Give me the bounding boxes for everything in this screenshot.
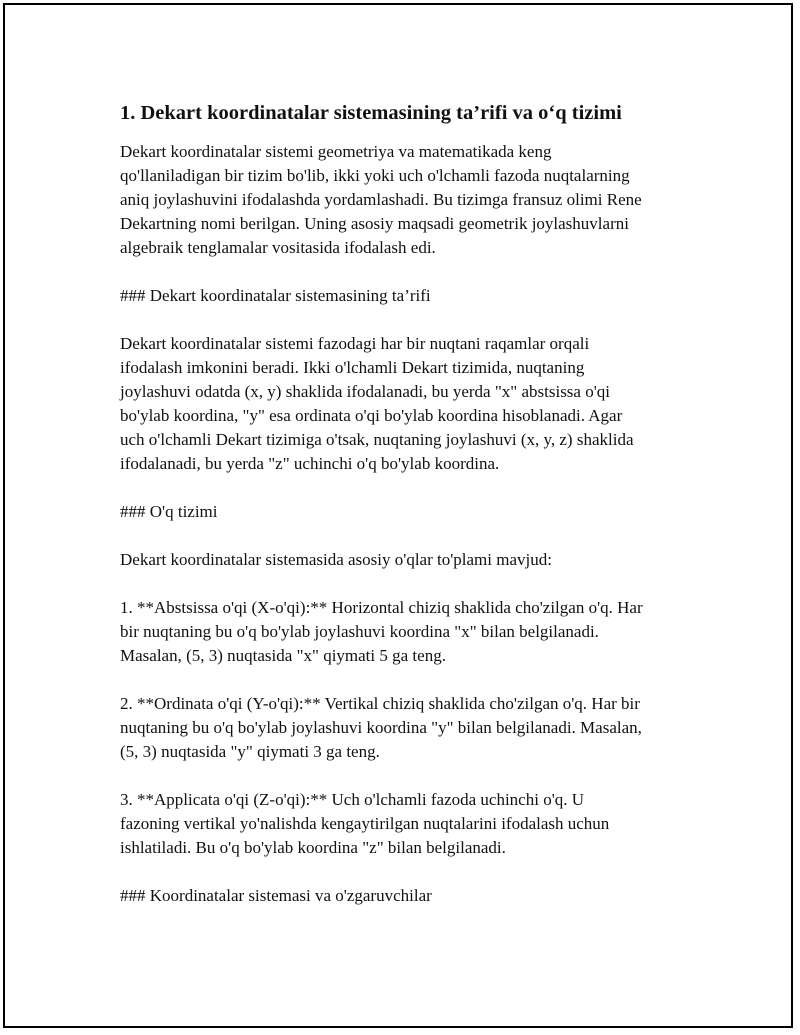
paragraph-line: ### Koordinatalar sistemasi va o'zgaruvchilar bbox=[120, 886, 432, 905]
document-page bbox=[3, 3, 793, 1028]
paragraph bbox=[120, 500, 700, 524]
paragraph-line: 2. **Ordinata o'qi (Y-o'qi):** Vertikal chiziq shaklida cho'zilgan o'q. Har bir bbox=[120, 694, 640, 713]
paragraph-list bbox=[120, 140, 700, 908]
document-body bbox=[120, 99, 700, 908]
paragraph-line: nuqtaning bu o'q bo'ylab joylashuvi koordina "y" bilan belgilanadi. Masalan, bbox=[120, 718, 642, 737]
paragraph-line: joylashuvi odatda (x, y) shaklida ifodalanadi, bu yerda "x" abstsissa o'qi bbox=[120, 382, 611, 401]
paragraph-line: aniq joylashuvini ifodalashda yordamlashadi. Bu tizimga fransuz olimi Rene bbox=[120, 190, 642, 209]
paragraph-spacer bbox=[120, 308, 700, 332]
paragraph-line: ifodalash imkonini beradi. Ikki o'lchamli Dekart tizimida, nuqtaning bbox=[120, 358, 585, 377]
paragraph-line: bir nuqtaning bu o'q bo'ylab joylashuvi koordina "x" bilan belgilanadi. bbox=[120, 622, 599, 641]
paragraph-line: qo'llaniladigan bir tizim bo'lib, ikki yoki uch o'lchamli fazoda nuqtalarning bbox=[120, 166, 630, 185]
paragraph-line: 1. **Abstsissa o'qi (X-o'qi):** Horizontal chiziq shaklida cho'zilgan o'q. Har bbox=[120, 598, 643, 617]
paragraph-line: ### O'q tizimi bbox=[120, 502, 218, 521]
paragraph-line: fazoning vertikal yo'nalishda kengaytirilgan nuqtalarini ifodalash uchun bbox=[120, 814, 610, 833]
paragraph bbox=[120, 548, 700, 572]
paragraph-line: ishlatiladi. Bu o'q bo'ylab koordina "z" bilan belgilanadi. bbox=[120, 838, 506, 857]
paragraph-spacer bbox=[120, 764, 700, 788]
paragraph bbox=[120, 140, 700, 260]
paragraph-line: algebraik tenglamalar vositasida ifodalash edi. bbox=[120, 238, 436, 257]
paragraph-line: bo'ylab koordina, "y" esa ordinata o'qi bo'ylab koordina hisoblanadi. Agar bbox=[120, 406, 623, 425]
paragraph-line: (5, 3) nuqtasida "y" qiymati 3 ga teng. bbox=[120, 742, 380, 761]
paragraph-line: ### Dekart koordinatalar sistemasining ta’rifi bbox=[120, 286, 431, 305]
paragraph-line: Dekart koordinatalar sistemasida asosiy o'qlar to'plami mavjud: bbox=[120, 550, 552, 569]
document-title: 1. Dekart koordinatalar sistemasining ta’rifi va o‘q tizimi bbox=[120, 102, 622, 124]
paragraph-line: uch o'lchamli Dekart tizimiga o'tsak, nuqtaning joylashuvi (x, y, z) shaklida bbox=[120, 430, 634, 449]
paragraph bbox=[120, 692, 700, 764]
paragraph-line: ifodalanadi, bu yerda "z" uchinchi o'q bo'ylab koordina. bbox=[120, 454, 500, 473]
paragraph-spacer bbox=[120, 572, 700, 596]
paragraph bbox=[120, 332, 700, 476]
paragraph bbox=[120, 788, 700, 860]
paragraph-line: Dekart koordinatalar sistemi geometriya va matematikada keng bbox=[120, 142, 552, 161]
paragraph bbox=[120, 284, 700, 308]
paragraph-line: Dekartning nomi berilgan. Uning asosiy maqsadi geometrik joylashuvlarni bbox=[120, 214, 629, 233]
paragraph-spacer bbox=[120, 260, 700, 284]
paragraph-spacer bbox=[120, 860, 700, 884]
paragraph-line: Dekart koordinatalar sistemi fazodagi har bir nuqtani raqamlar orqali bbox=[120, 334, 590, 353]
paragraph-line: 3. **Applicata o'qi (Z-o'qi):** Uch o'lchamli fazoda uchinchi o'q. U bbox=[120, 790, 585, 809]
paragraph-line: Masalan, (5, 3) nuqtasida "x" qiymati 5 ga teng. bbox=[120, 646, 446, 665]
paragraph-spacer bbox=[120, 668, 700, 692]
paragraph bbox=[120, 884, 700, 908]
paragraph-spacer bbox=[120, 476, 700, 500]
paragraph-spacer bbox=[120, 524, 700, 548]
paragraph bbox=[120, 596, 700, 668]
